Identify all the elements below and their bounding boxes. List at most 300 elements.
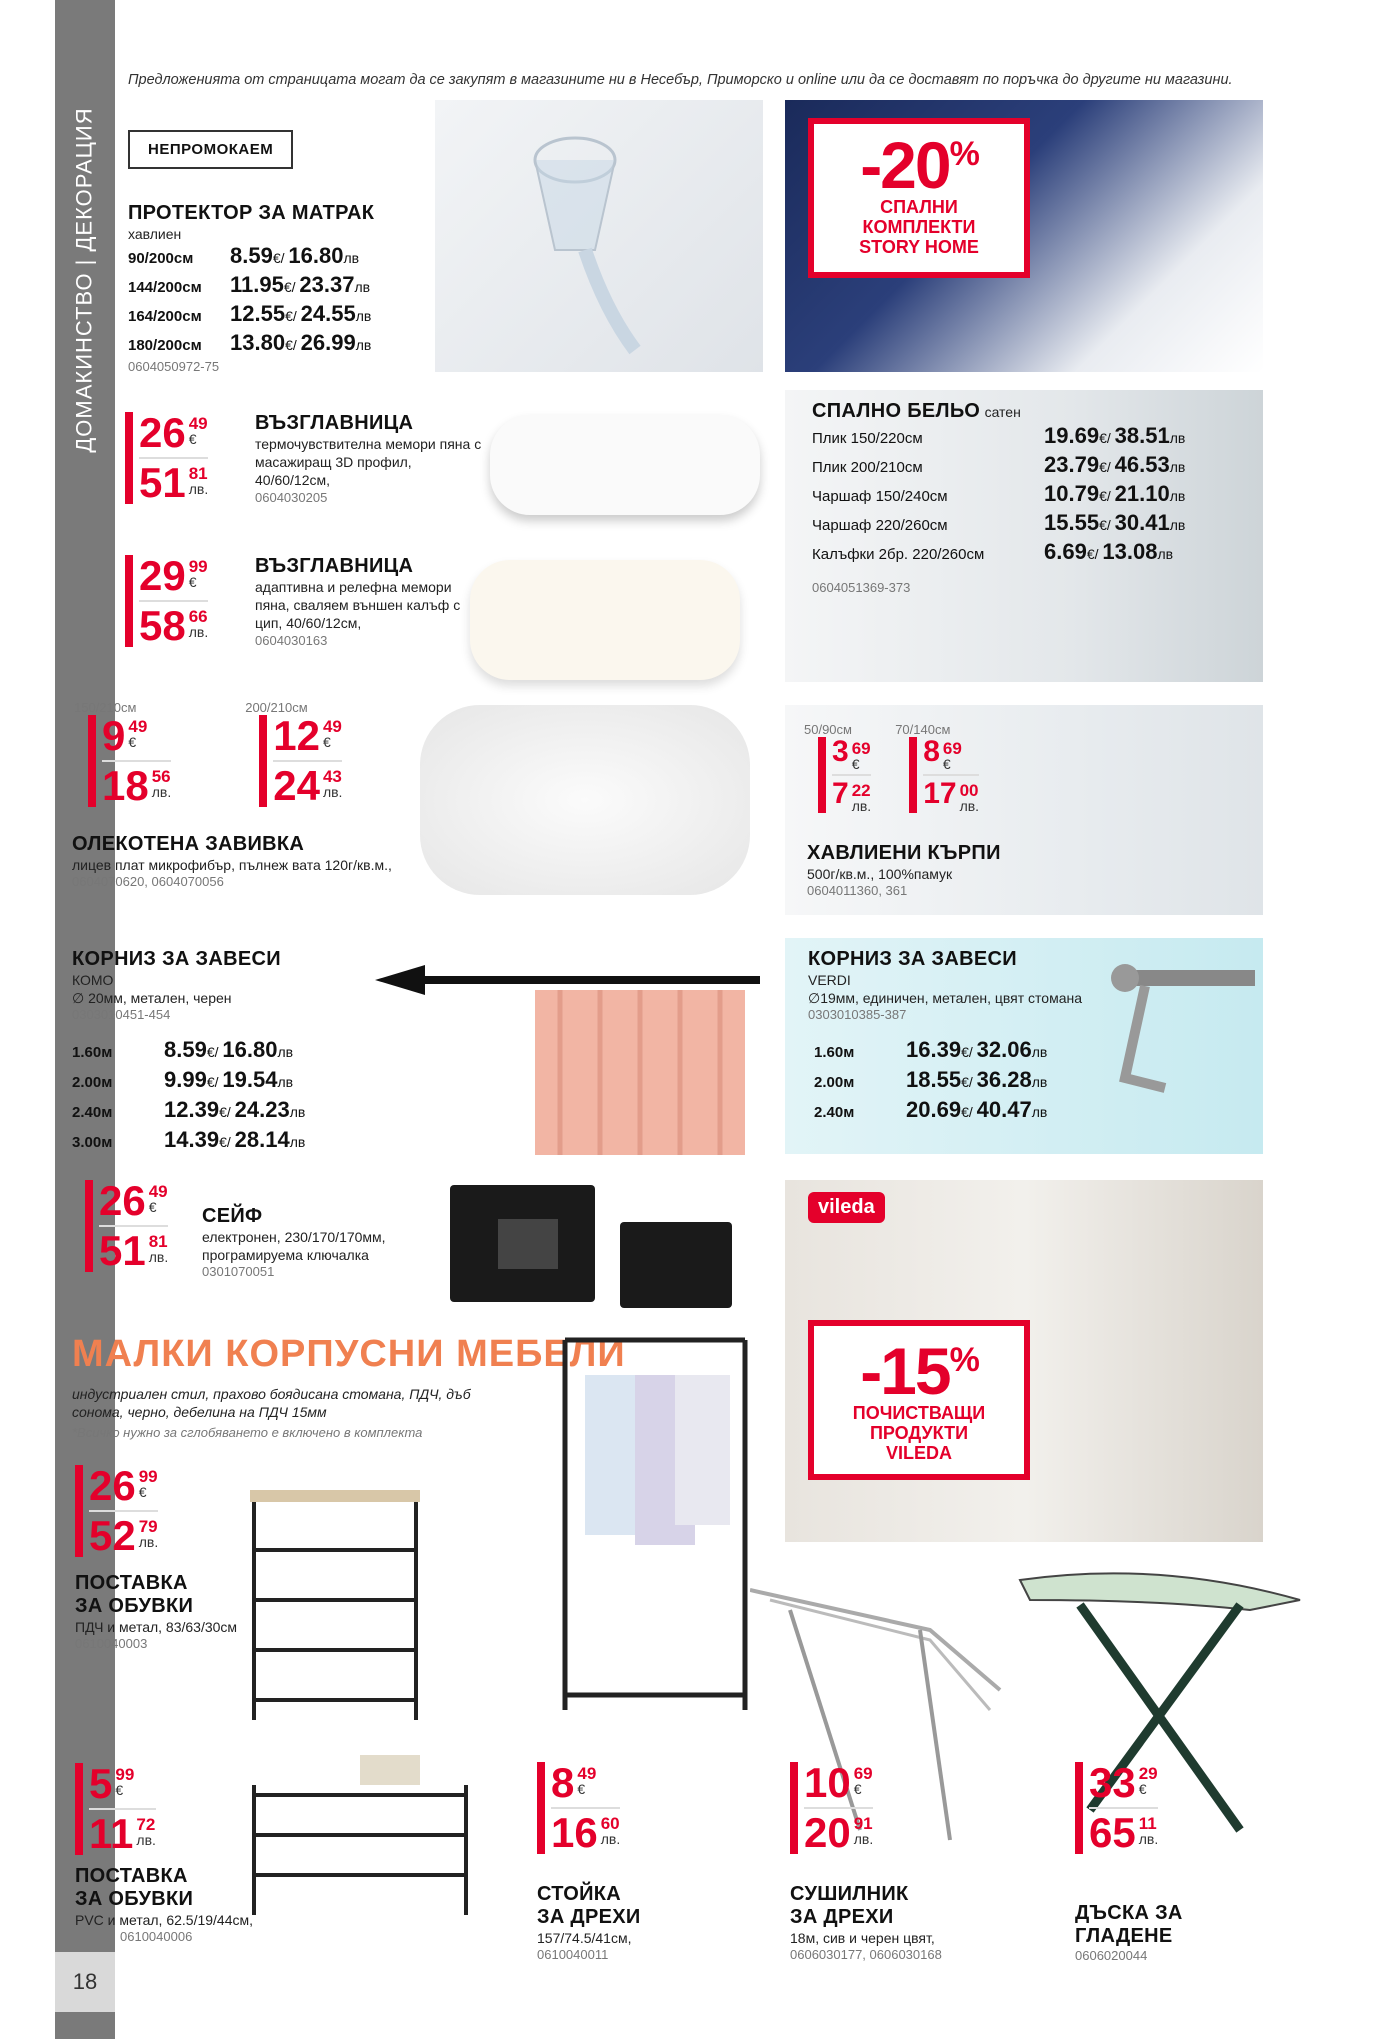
bgn-int: 7 <box>832 777 849 810</box>
bgn-suffix: лв <box>1169 459 1186 475</box>
price-bgn: 28.14 <box>234 1127 290 1153</box>
eur-dec: 49 <box>322 717 342 736</box>
bgn-small <box>957 779 980 813</box>
safe-code: 0301070051 <box>202 1264 275 1280</box>
price-bgn: 46.53 <box>1114 452 1170 477</box>
shoe2-title2: ЗА ОБУВКИ <box>75 1888 194 1910</box>
eur-sign: € <box>115 1782 124 1798</box>
shoe1-title2: ЗА ОБУВКИ <box>75 1595 194 1617</box>
bgn-dec: 22 <box>851 781 871 800</box>
shoe1-code: 0610040003 <box>75 1636 148 1652</box>
price-tag <box>75 1760 156 1857</box>
price-eur: 13.80 <box>230 330 286 356</box>
dryer-photo <box>750 1570 1010 1850</box>
bgn-suffix: лв <box>355 337 372 354</box>
price-value <box>906 1096 1047 1126</box>
pillow1-code: 0604030205 <box>255 489 328 505</box>
price-value <box>906 1036 1047 1066</box>
eur-int: 26 <box>89 1462 136 1509</box>
shoe1-title1: ПОСТАВКА <box>75 1572 188 1594</box>
bgn-sign: лв. <box>853 1831 874 1847</box>
price-eur: 16.39 <box>906 1037 962 1063</box>
rack-photo <box>555 1335 755 1725</box>
eur-sign: € <box>322 734 331 750</box>
bgn-sign: лв. <box>600 1831 621 1847</box>
price-row <box>128 301 428 330</box>
rod1-block <box>72 948 362 1156</box>
bgn-line <box>273 762 343 809</box>
bgn-suffix: лв <box>1169 430 1186 446</box>
bgn-line <box>923 779 979 813</box>
rod2-block <box>808 948 1108 1126</box>
bgn-suffix: лв <box>1157 546 1174 562</box>
dryer-title1: СУШИЛНИК <box>790 1883 909 1905</box>
price-value <box>1044 510 1185 538</box>
eur-small <box>186 555 208 589</box>
shoe2-price-tag <box>75 1760 156 1857</box>
bgn-suffix: лв <box>289 1134 306 1151</box>
bgn-line <box>139 602 209 649</box>
price-eur: 20.69 <box>906 1097 962 1123</box>
size-label: Плик 150/220см <box>812 430 923 447</box>
eur-int: 26 <box>139 409 186 456</box>
curtain-rod-icon <box>375 955 765 1155</box>
size-label: Калъфки 2бр. 220/260см <box>812 546 985 563</box>
price-eur: 12.55 <box>230 301 286 327</box>
bgn-suffix: лв <box>343 250 360 267</box>
promo-vileda-line2: ПРОДУКТИ <box>869 1422 969 1443</box>
size-tag-wrap <box>70 700 171 820</box>
size-label: 2.00м <box>72 1074 113 1092</box>
price-row <box>812 481 1192 510</box>
water-glass-icon <box>435 100 763 372</box>
eur-sign: € <box>128 734 137 750</box>
size-tag-wrap <box>891 722 979 842</box>
shoe2-photo <box>250 1755 470 1915</box>
bgn-small <box>149 765 172 799</box>
towels-code: 0604011360, 361 <box>807 883 908 899</box>
price-eur: 18.55 <box>906 1067 962 1093</box>
price-eur: 10.79 <box>1044 481 1100 506</box>
eur-line <box>551 1759 620 1806</box>
price-eur: 23.79 <box>1044 452 1100 477</box>
eur-suffix: €/ <box>961 1044 977 1061</box>
price-value <box>906 1066 1047 1096</box>
shoe1-desc: ПДЧ и метал, 83/63/30см <box>75 1619 238 1635</box>
bgn-small <box>186 462 209 496</box>
rod1-code: 0303010451-454 <box>72 1007 171 1023</box>
pillow1-price-tag <box>125 409 209 506</box>
eur-int: 26 <box>99 1177 146 1224</box>
price-tag <box>125 552 209 649</box>
rod2-brand: VERDI <box>808 972 851 988</box>
price-value <box>230 272 370 300</box>
eur-suffix: €/ <box>272 250 289 267</box>
size-label: 144/200см <box>128 279 202 297</box>
price-bgn: 38.51 <box>1114 423 1170 448</box>
price-bgn: 13.08 <box>1102 539 1158 564</box>
eur-suffix: €/ <box>1099 517 1115 533</box>
eur-suffix: €/ <box>283 279 300 296</box>
price-eur: 8.59 <box>230 243 273 269</box>
price-tag <box>125 409 209 506</box>
furniture-note: *Всичко нужно за сглобяването е включено в комплекта <box>72 1425 423 1440</box>
size-label: Плик 200/210см <box>812 459 923 476</box>
rack-price-tag <box>537 1759 621 1856</box>
bgn-int: 24 <box>273 762 320 809</box>
pillow2-photo <box>470 560 740 680</box>
eur-dec: 49 <box>148 1182 168 1201</box>
size-label: 2.40м <box>72 1104 113 1122</box>
tag-size: 200/210см <box>245 700 308 715</box>
eur-line <box>923 737 979 771</box>
bgn-int: 58 <box>139 602 186 649</box>
bgn-line <box>99 1227 169 1274</box>
eur-dec: 99 <box>115 1765 135 1784</box>
eur-suffix: €/ <box>285 337 301 354</box>
size-label: 2.40м <box>814 1104 855 1122</box>
eur-small <box>574 1762 596 1796</box>
bgn-suffix: лв <box>277 1074 294 1091</box>
safe-desc: електронен, 230/170/170мм, програмируема ключалка <box>202 1229 386 1264</box>
price-tag <box>537 1759 621 1856</box>
eur-small <box>940 737 962 771</box>
bgn-small <box>320 765 343 799</box>
price-eur: 19.69 <box>1044 423 1100 448</box>
size-label: 3.00м <box>72 1134 113 1152</box>
pillow2-title: ВЪЗГЛАВНИЦА <box>255 555 414 577</box>
board-code: 0606020044 <box>1075 1948 1148 1963</box>
bgn-dec: 72 <box>136 1815 156 1834</box>
pillow1-desc: термочувствителна мемори пяна с масажиращ 3D профил, 40/60/12см, <box>255 436 482 489</box>
promo-vileda-line3: VILEDA <box>885 1442 952 1463</box>
bgn-sign: лв. <box>138 1534 159 1550</box>
bgn-suffix: лв <box>355 308 372 325</box>
price-tag <box>909 737 979 813</box>
vileda-logo: vileda <box>808 1192 885 1223</box>
eur-suffix: €/ <box>285 308 301 325</box>
price-tag <box>1075 1759 1159 1856</box>
size-label: Чаршаф 220/260см <box>812 517 948 534</box>
eur-small <box>112 1763 134 1797</box>
pillow1-title: ВЪЗГЛАВНИЦА <box>255 412 414 434</box>
bgn-dec: 66 <box>188 607 208 626</box>
price-bgn: 26.99 <box>300 330 356 356</box>
price-value <box>1044 423 1185 451</box>
rod1-photo <box>375 955 765 1155</box>
eur-suffix: €/ <box>219 1104 235 1121</box>
board-title2: ГЛАДЕНЕ <box>1075 1925 1173 1947</box>
bgn-line <box>551 1809 621 1856</box>
price-bgn: 21.10 <box>1114 481 1170 506</box>
bgn-sign: лв. <box>151 784 172 800</box>
size-label: 1.60м <box>72 1044 113 1062</box>
bedlinen-code: 0604051369-373 <box>812 580 911 595</box>
bgn-small <box>1136 1812 1159 1846</box>
price-tag <box>818 737 871 813</box>
board-price-tag <box>1075 1759 1159 1856</box>
eur-small <box>125 715 147 749</box>
size-tag-wrap <box>241 700 342 820</box>
eur-small <box>146 1180 168 1214</box>
towels-desc: 500г/кв.м., 100%памук <box>807 866 953 882</box>
price-bgn: 36.28 <box>976 1067 1032 1093</box>
size-tag-wrap <box>800 722 871 842</box>
price-eur: 9.99 <box>164 1067 207 1093</box>
eur-suffix: €/ <box>1099 459 1115 475</box>
price-eur: 11.95 <box>230 272 284 298</box>
protector-subtitle: хавлиен <box>128 226 182 242</box>
promo-bedding-percent: -20 <box>860 128 950 202</box>
bedlinen-price-list <box>812 423 1192 568</box>
bgn-dec: 00 <box>959 781 979 800</box>
shoe2-block <box>75 1865 255 1944</box>
promo-bedding-line3: STORY HOME <box>859 236 979 257</box>
bgn-suffix: лв <box>277 1044 294 1061</box>
eur-line <box>273 712 342 759</box>
eur-line <box>102 712 171 759</box>
bgn-int: 65 <box>1089 1809 1136 1856</box>
rod1-desc: ∅ 20мм, метален, черен <box>72 990 232 1007</box>
price-tag <box>790 1759 874 1856</box>
eur-sign: € <box>942 756 951 772</box>
eur-dec: 69 <box>851 739 871 758</box>
bgn-dec: 81 <box>188 464 208 483</box>
bgn-suffix: лв <box>289 1104 306 1121</box>
dryer-price-tag <box>790 1759 874 1856</box>
bgn-dec: 43 <box>322 767 342 786</box>
eur-sign: € <box>577 1781 586 1797</box>
price-value <box>1044 481 1185 509</box>
duvet-desc: лицев плат микрофибър, пълнеж вата 120г/кв.м., <box>72 857 392 873</box>
bgn-dec: 60 <box>600 1814 620 1833</box>
bgn-int: 51 <box>99 1227 146 1274</box>
price-value <box>164 1126 305 1156</box>
eur-line <box>1089 1759 1158 1806</box>
bgn-dec: 81 <box>148 1232 168 1251</box>
eur-int: 10 <box>804 1759 851 1806</box>
rod1-brand: КОМО <box>72 972 114 988</box>
eur-sign: € <box>853 1781 862 1797</box>
price-tag <box>85 1177 169 1274</box>
eur-dec: 49 <box>128 717 148 736</box>
eur-suffix: €/ <box>1086 546 1103 562</box>
eur-int: 8 <box>551 1759 575 1806</box>
tag-size: 150/210см <box>74 700 137 715</box>
bgn-line <box>832 779 871 813</box>
price-eur: 6.69 <box>1044 539 1087 564</box>
bgn-sign: лв. <box>1138 1831 1159 1847</box>
dryer-code: 0606030177, 0606030168 <box>790 1947 942 1963</box>
bgn-sign: лв. <box>851 798 872 814</box>
bgn-line <box>89 1512 159 1559</box>
bgn-small <box>146 1230 169 1264</box>
promo-vileda-pct: % <box>949 1341 978 1379</box>
price-bgn: 32.06 <box>976 1037 1032 1063</box>
size-label: 1.60м <box>814 1044 855 1062</box>
protector-photo <box>435 100 763 372</box>
promo-bedding-line1: СПАЛНИ <box>880 197 958 217</box>
promo-bedding <box>808 118 1030 278</box>
eur-sign: € <box>1138 1781 1147 1797</box>
eur-int: 9 <box>102 712 126 759</box>
price-eur: 12.39 <box>164 1097 220 1123</box>
price-bgn: 16.80 <box>288 243 344 269</box>
page-number: 18 <box>55 1952 115 2012</box>
duvet-title: ОЛЕКОТЕНА ЗАВИВКА <box>72 833 305 855</box>
bgn-int: 51 <box>139 459 186 506</box>
price-row <box>128 272 428 301</box>
eur-suffix: €/ <box>1099 430 1115 446</box>
tag-size: 50/90см <box>804 722 852 737</box>
eur-suffix: €/ <box>1099 488 1115 504</box>
size-label: 2.00м <box>814 1074 855 1092</box>
shoe1-photo <box>250 1490 420 1720</box>
price-tag <box>259 712 343 809</box>
eur-dec: 99 <box>188 557 208 576</box>
bgn-suffix: лв <box>354 279 371 296</box>
price-row <box>814 1036 1108 1066</box>
shoe-rack-small-icon <box>250 1755 470 1915</box>
eur-small <box>186 412 208 446</box>
eur-dec: 49 <box>577 1764 597 1783</box>
eur-line <box>139 552 208 599</box>
rod2-price-list <box>814 1036 1108 1126</box>
bgn-int: 16 <box>551 1809 598 1856</box>
bgn-line <box>804 1809 874 1856</box>
shoe2-desc: PVC и метал, 62.5/19/44см, <box>75 1912 254 1928</box>
tag-size: 70/140см <box>895 722 951 737</box>
tag-divider <box>832 774 871 776</box>
eur-small <box>849 737 871 771</box>
price-value <box>164 1096 305 1126</box>
bedlinen-title: СПАЛНО БЕЛЬО <box>812 400 981 422</box>
price-row <box>812 510 1192 539</box>
board-title1: ДЪСКА ЗА <box>1075 1902 1183 1924</box>
duvet-code: 0604070620, 0604070056 <box>72 874 224 890</box>
eur-suffix: €/ <box>206 1074 223 1091</box>
rod2-title: КОРНИЗ ЗА ЗАВЕСИ <box>808 948 1017 970</box>
bgn-dec: 79 <box>138 1517 158 1536</box>
price-value <box>230 243 359 271</box>
pillow2-desc: адаптивна и релефна мемори пяна, сваляем външен калъф с цип, 40/60/12см, <box>255 579 461 632</box>
bgn-line <box>1089 1809 1159 1856</box>
eur-dec: 69 <box>853 1764 873 1783</box>
eur-int: 29 <box>139 552 186 599</box>
size-label: 180/200см <box>128 337 202 355</box>
duvet-price-tags <box>70 700 430 820</box>
bedlinen-block <box>812 400 1192 595</box>
price-row <box>812 539 1192 568</box>
price-value <box>164 1066 293 1096</box>
drying-rack-icon <box>750 1570 1010 1850</box>
safe-title: СЕЙФ <box>202 1205 263 1227</box>
size-label: 90/200см <box>128 250 194 268</box>
bgn-suffix: лв <box>1031 1044 1048 1061</box>
bgn-line <box>89 1810 156 1857</box>
eur-sign: € <box>188 574 197 590</box>
price-value <box>230 330 371 358</box>
eur-line <box>832 737 871 771</box>
eur-line <box>89 1760 156 1807</box>
eur-sign: € <box>851 756 860 772</box>
price-row <box>72 1036 362 1066</box>
safe-photo <box>450 1185 595 1302</box>
price-value <box>1044 452 1185 480</box>
bgn-line <box>139 459 209 506</box>
bgn-line <box>102 762 172 809</box>
promo-vileda-percent: -15 <box>860 1334 950 1408</box>
rod1-title: КОРНИЗ ЗА ЗАВЕСИ <box>72 948 281 970</box>
bgn-int: 18 <box>102 762 149 809</box>
dryer-title2: ЗА ДРЕХИ <box>790 1906 894 1928</box>
promo-vileda <box>808 1320 1030 1480</box>
side-label: ДОМАКИНСТВО | ДЕКОРАЦИЯ <box>72 107 98 453</box>
bgn-sign: лв. <box>188 624 209 640</box>
price-row <box>72 1066 362 1096</box>
notice-text: Предложенията от страницата могат да се закупят в магазините ни в Несебър, Приморско и online или да се доставят по поръчка до другите ни магазини. <box>128 72 1233 88</box>
duvet-photo <box>420 705 750 895</box>
eur-small <box>1136 1762 1158 1796</box>
shoe1-block <box>75 1572 245 1651</box>
rod2-desc: ∅19мм, единичен, метален, цвят стомана <box>808 990 1083 1007</box>
shoe-rack-icon <box>250 1490 420 1720</box>
promo-bedding-line2: КОМПЛЕКТИ <box>862 216 976 237</box>
rack-code: 0610040011 <box>537 1947 609 1963</box>
price-value <box>1044 539 1173 567</box>
bgn-int: 52 <box>89 1512 136 1559</box>
bgn-suffix: лв <box>1031 1074 1048 1091</box>
eur-int: 3 <box>832 735 849 768</box>
dryer-block <box>790 1883 1010 1962</box>
price-row <box>812 452 1192 481</box>
price-bgn: 16.80 <box>222 1037 278 1063</box>
bgn-dec: 91 <box>853 1814 873 1833</box>
price-bgn: 24.23 <box>234 1097 290 1123</box>
eur-int: 8 <box>923 735 940 768</box>
eur-dec: 29 <box>1138 1764 1158 1783</box>
eur-line <box>89 1462 158 1509</box>
shoe2-title1: ПОСТАВКА <box>75 1865 188 1887</box>
bgn-int: 17 <box>923 777 957 810</box>
rod1-price-list <box>72 1036 362 1156</box>
price-row <box>72 1096 362 1126</box>
safe-open-photo <box>620 1222 732 1308</box>
price-tag <box>88 712 172 809</box>
price-row <box>72 1126 362 1156</box>
eur-small <box>136 1465 158 1499</box>
furniture-heading: МАЛКИ КОРПУСНИ МЕБЕЛИ <box>72 1333 626 1375</box>
eur-line <box>139 409 208 456</box>
price-eur: 15.55 <box>1044 510 1100 535</box>
eur-suffix: €/ <box>219 1134 235 1151</box>
price-bgn: 30.41 <box>1114 510 1170 535</box>
eur-suffix: €/ <box>961 1074 977 1091</box>
price-bgn: 23.37 <box>299 272 355 298</box>
price-row <box>128 330 428 359</box>
bgn-small <box>133 1813 156 1847</box>
eur-int: 5 <box>89 1760 113 1807</box>
bgn-small <box>849 779 872 813</box>
bgn-small <box>186 605 209 639</box>
protector-price-list <box>128 243 428 359</box>
rod2-code: 0303010385-387 <box>808 1007 907 1023</box>
bgn-int: 11 <box>89 1810 134 1857</box>
furniture-desc: индустриален стил, прахово боядисана стомана, ПДЧ, дъб сонома, черно, дебелина на ПДЧ 15мм <box>72 1386 471 1421</box>
tag-divider <box>923 774 979 776</box>
bgn-suffix: лв <box>1169 488 1186 504</box>
price-row <box>812 423 1192 452</box>
